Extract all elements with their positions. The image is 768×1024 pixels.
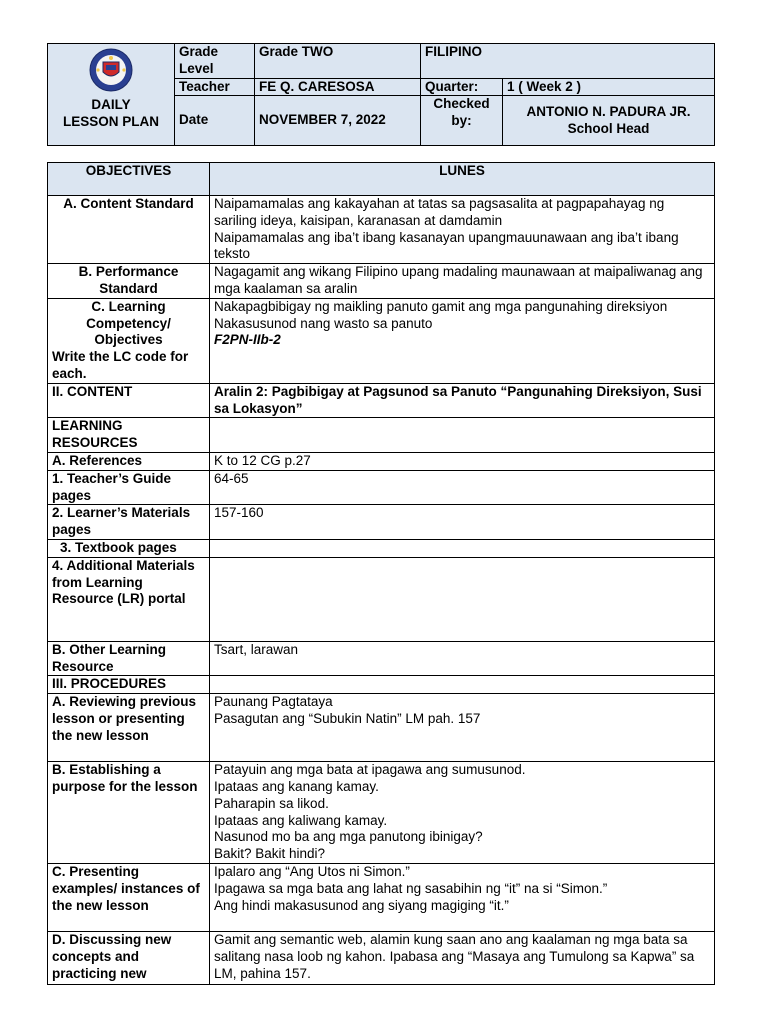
subject-value: FILIPINO [421,44,715,79]
tg-pages: 64-65 [210,470,715,505]
content-standard-1: Naipamamalas ang kakayahan at tatas sa pagsasalita at pagpapahayag ng sariling ideya, kaisipan, karanasan at damdamin [214,196,665,228]
quarter-label: Quarter: [421,78,503,96]
content-label: II. CONTENT [48,383,210,418]
title-lesson-plan: LESSON PLAN [62,113,159,129]
tg-label [48,470,210,505]
references-value: K to 12 CG p.27 [210,452,715,470]
establishing-1: Patayuin ang mga bata at ipagawa ang sumusunod. [214,762,526,778]
title-cell [48,44,175,146]
day-header: LUNES [210,163,715,196]
content-standard-cell [210,196,715,264]
references-label: A. References [48,452,210,470]
checker-title: School Head [567,120,650,136]
establishing-6: Bakit? Bakit hindi? [214,846,326,862]
competency-label: C. Learning Competency/ Objectives [86,298,171,348]
performance-standard: Nagagamit ang wikang Filipino upang madaling maunawaan at maipaliwanag ang mga kaalaman sa aralin [210,264,715,299]
presenting-3: Ang hindi makasusunod ang siyang magiging “it.” [214,897,509,913]
establishing-3: Paharapin sa likod. [214,795,329,811]
quarter-value: 1 ( Week 2 ) [503,78,715,96]
establishing-label: B. Establishing a purpose for the lesson [48,762,210,864]
checker-cell [503,96,715,146]
establishing-4: Ipataas ang kaliwang kamay. [214,812,388,828]
other-resource-value: Tsart, larawan [210,641,715,676]
teacher-label: Teacher [175,78,255,96]
deped-seal-icon [89,48,133,92]
learning-resources-label: LEARNING RESOURCES [48,418,210,453]
teacher-value: FE Q. CARESOSA [255,78,421,96]
performance-standard-label: B. Performance Standard [48,264,210,299]
checked-label: Checked by: [421,96,503,146]
establishing-cell [210,762,715,864]
presenting-cell [210,863,715,931]
lesson-table [47,162,715,985]
reviewing-2: Pasagutan ang “Subukin Natin” LM pah. 157 [214,710,481,726]
discussing-value: Gamit ang semantic web, alamin kung saan ano ang kaalaman ng mga bata sa salitang nasa loob ng kahon. Ipabasa ang “Masaya ang Tumulong sa Kapwa” sa LM, pahina 157. [210,931,715,984]
grade-label: Grade Level [175,44,255,79]
presenting-label: C. Presenting examples/ instances of the new lesson [48,863,210,931]
reviewing-label: A. Reviewing previous lesson or presenting the new lesson [48,694,210,762]
procedures-value [210,676,715,694]
grade-value: Grade TWO [255,44,421,79]
establishing-5: Nasunod mo ba ang mga panutong ibinigay? [214,829,483,845]
presenting-2: Ipagawa sa mga bata ang lahat ng sasabihin ng “it” na si “Simon.” [214,880,608,896]
textbook-pages [210,539,715,557]
title-daily: DAILY [91,96,131,112]
date-value: NOVEMBER 7, 2022 [255,96,421,146]
discussing-label: D. Discussing new concepts and practicing new [48,931,210,984]
lm-pages: 157-160 [210,505,715,540]
textbook-label: 3. Textbook pages [48,539,210,557]
content-value: Aralin 2: Pagbibigay at Pagsunod sa Panuto “Pangunahing Direksiyon, Susi sa Lokasyon” [210,383,715,418]
learning-resources-value [210,418,715,453]
competency-label-cell [48,298,210,383]
other-resource-label: B. Other Learning Resource [48,641,210,676]
objectives-header: OBJECTIVES [48,163,210,196]
content-standard-2: Naipamamalas ang iba’t ibang kasanayan upangmauunawaan ang iba’t ibang teksto [214,229,679,262]
lc-code-label: Write the LC code for each. [52,349,189,381]
reviewing-1: Paunang Pagtataya [214,694,333,710]
header-table [47,43,715,146]
competency-2: Nakasusunod nang wasto sa panuto [214,315,433,331]
additional-value [210,557,715,641]
tg-label-text: 1. Teacher’s Guide pages [52,470,172,503]
content-standard-label: A. Content Standard [48,196,210,264]
establishing-2: Ipataas ang kanang kamay. [214,778,379,794]
lm-label: 2. Learner’s Materials pages [48,505,210,540]
procedures-label: III. PROCEDURES [48,676,210,694]
lc-code: F2PN-IIb-2 [214,332,281,348]
additional-label: 4. Additional Materials from Learning Resource (LR) portal [48,557,210,641]
date-label: Date [175,96,255,146]
reviewing-cell [210,694,715,762]
competency-cell [210,298,715,383]
checker-name: ANTONIO N. PADURA JR. [526,104,691,120]
competency-1: Nakapagbibigay ng maikling panuto gamit ang mga pangunahing direksiyon [214,298,668,314]
presenting-1: Ipalaro ang “Ang Utos ni Simon.” [214,863,410,879]
